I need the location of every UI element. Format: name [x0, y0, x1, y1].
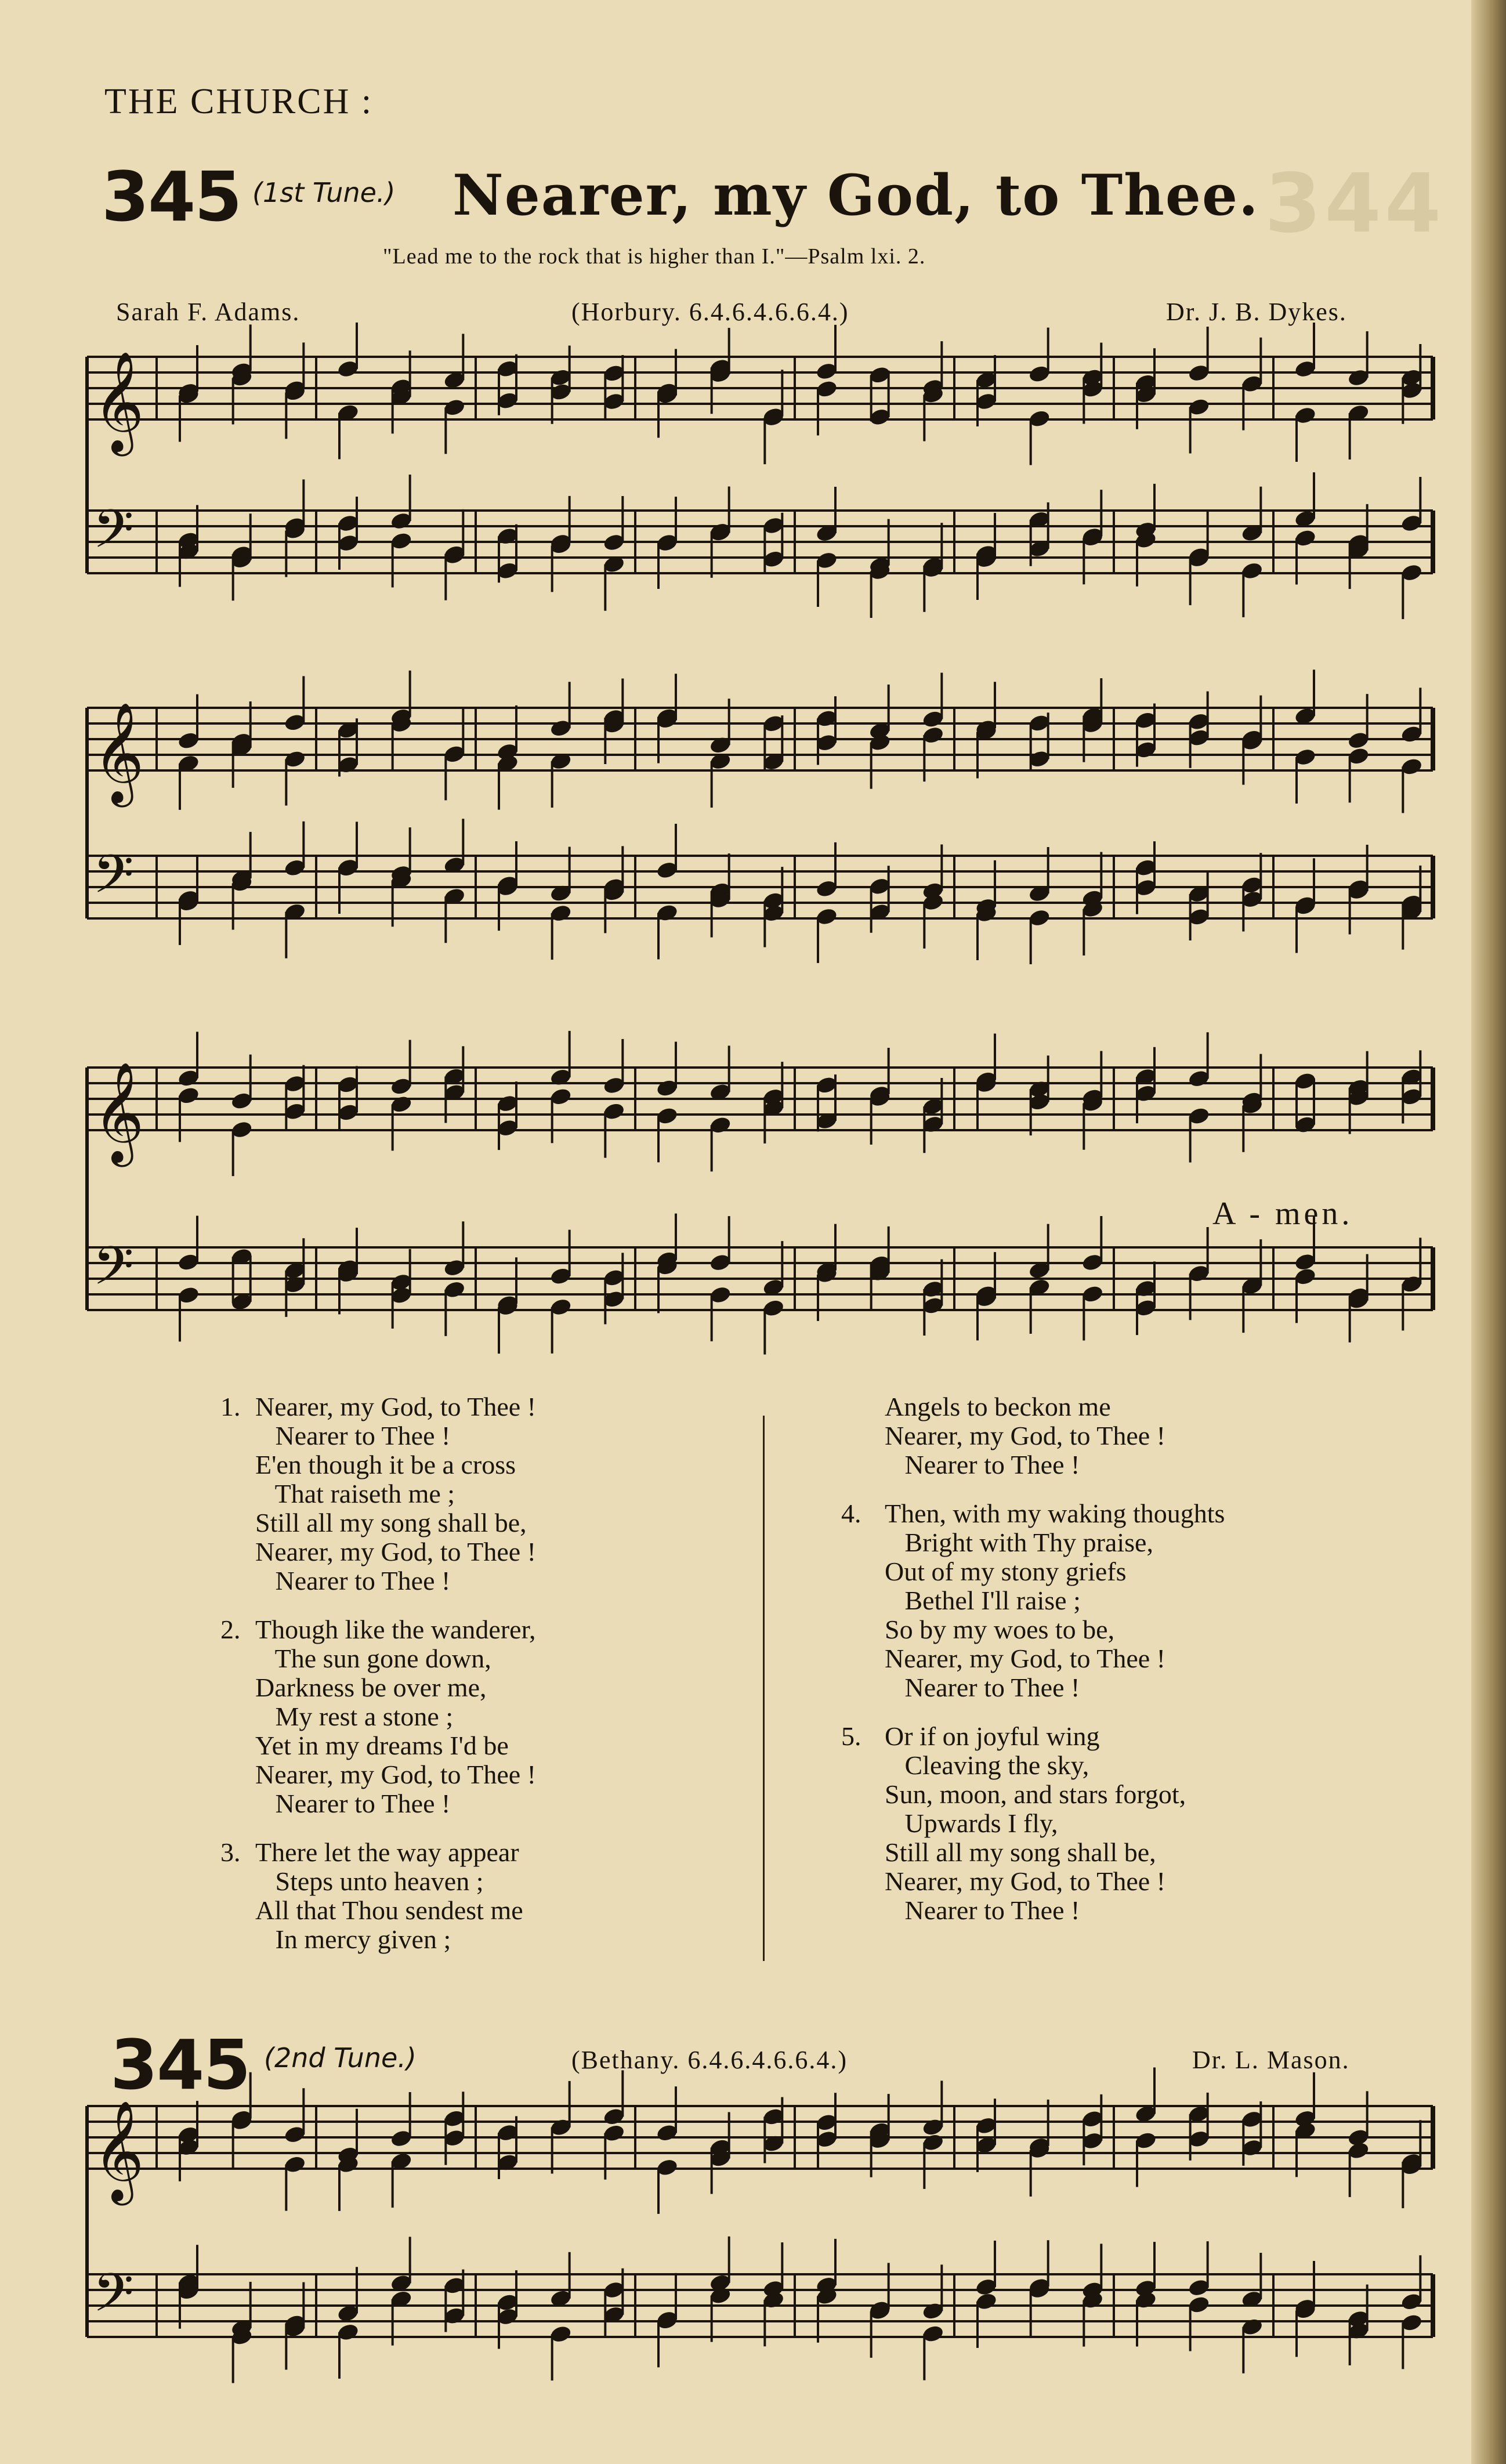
tune-meter-second: (Bethany. 6.4.6.4.6.6.4.): [571, 2046, 848, 2074]
tune-label-second: (2nd Tune.): [264, 2042, 417, 2074]
verse-line: Nearer to Thee !: [885, 1450, 1080, 1479]
verse-line: There let the way appear: [255, 1837, 519, 1867]
composer-credit-second: Dr. L. Mason.: [1192, 2046, 1350, 2074]
verse-line: Angels to beckon me: [885, 1392, 1111, 1421]
verse-number: 1.: [220, 1392, 241, 1421]
verse-line: Nearer, my God, to Thee !: [255, 1392, 536, 1421]
verse-line: In mercy given ;: [255, 1924, 451, 1954]
verse-line: Though like the wanderer,: [255, 1615, 536, 1644]
verse-line: So by my woes to be,: [885, 1615, 1115, 1644]
bleed-through-number: 344: [1265, 157, 1445, 251]
verse-number: 4.: [841, 1499, 861, 1528]
verse-line: Nearer, my God, to Thee !: [885, 1866, 1165, 1896]
treble-clef-icon: 𝄞: [93, 2100, 144, 2201]
composer-credit: Dr. J. B. Dykes.: [1166, 298, 1347, 326]
verse-number: 5.: [841, 1721, 861, 1751]
verse-line: Nearer to Thee !: [255, 1421, 451, 1450]
verse-line: Still all my song shall be,: [255, 1508, 527, 1537]
verse-line: My rest a stone ;: [255, 1702, 454, 1731]
verse-line: Darkness be over me,: [255, 1673, 487, 1702]
verse-line: Nearer to Thee !: [255, 1566, 451, 1595]
verse-line: Nearer to Thee !: [885, 1673, 1080, 1702]
verse-line: Then, with my waking thoughts: [885, 1499, 1225, 1528]
verse-line: Nearer to Thee !: [885, 1895, 1080, 1925]
verse-line: All that Thou sendest me: [255, 1895, 523, 1925]
verse-line: That raiseth me ;: [255, 1479, 455, 1508]
column-divider: [763, 1416, 765, 1961]
hymn-number-second-tune: 345: [110, 2025, 250, 2105]
verse-line: Nearer, my God, to Thee !: [885, 1421, 1165, 1450]
treble-clef-icon: 𝄞: [93, 702, 144, 803]
verse-number: 3.: [220, 1837, 241, 1867]
hymn-number: 345: [102, 157, 241, 237]
hymn-title: Nearer, my God, to Thee.: [452, 162, 1259, 228]
verse-1: [220, 1392, 536, 1595]
author-credit: Sarah F. Adams.: [116, 298, 301, 326]
bass-clef-icon: 𝄢: [93, 844, 134, 918]
verses-left-column: [220, 1392, 536, 1974]
verse-line: Nearer to Thee !: [255, 1789, 451, 1818]
verse-5: [841, 1722, 1225, 1925]
verse-line: Cleaving the sky,: [885, 1750, 1089, 1780]
verse-3: [220, 1838, 536, 1954]
verse-line: Bethel I'll raise ;: [885, 1586, 1081, 1615]
verse-line: Out of my stony griefs: [885, 1557, 1127, 1586]
verse-line: Or if on joyful wing: [885, 1721, 1100, 1751]
verse-2: [220, 1615, 536, 1818]
tune-meter: (Horbury. 6.4.6.4.6.6.4.): [571, 298, 849, 326]
verse-line: Still all my song shall be,: [885, 1837, 1156, 1867]
verses-right-column: [841, 1392, 1225, 1945]
bass-clef-icon: 𝄢: [93, 1235, 134, 1309]
verse-line: Nearer, my God, to Thee !: [885, 1644, 1165, 1673]
verse-line: The sun gone down,: [255, 1644, 491, 1673]
tune-label: (1st Tune.): [252, 177, 396, 208]
verse-line: E'en though it be a cross: [255, 1450, 516, 1479]
running-head: THE CHURCH :: [104, 82, 374, 121]
verse-number: 2.: [220, 1615, 241, 1644]
bass-clef-icon: 𝄢: [93, 2262, 134, 2336]
verse-line: Bright with Thy praise,: [885, 1528, 1153, 1557]
treble-clef-icon: 𝄞: [93, 1062, 144, 1163]
treble-clef-icon: 𝄞: [93, 351, 144, 452]
verse-line: Yet in my dreams I'd be: [255, 1731, 509, 1760]
bass-clef-icon: 𝄢: [93, 498, 134, 573]
verse-3-continued: [841, 1392, 1225, 1479]
amen-text: A - men.: [1212, 1196, 1353, 1232]
verse-line: Steps unto heaven ;: [255, 1866, 484, 1896]
epigraph: "Lead me to the rock that is higher than I."—Psalm lxi. 2.: [383, 244, 926, 269]
verse-line: Upwards I fly,: [885, 1808, 1058, 1838]
verse-line: Nearer, my God, to Thee !: [255, 1537, 536, 1566]
verse-line: Nearer, my God, to Thee !: [255, 1760, 536, 1789]
verse-4: [841, 1499, 1225, 1702]
verse-line: Sun, moon, and stars forgot,: [885, 1779, 1186, 1809]
